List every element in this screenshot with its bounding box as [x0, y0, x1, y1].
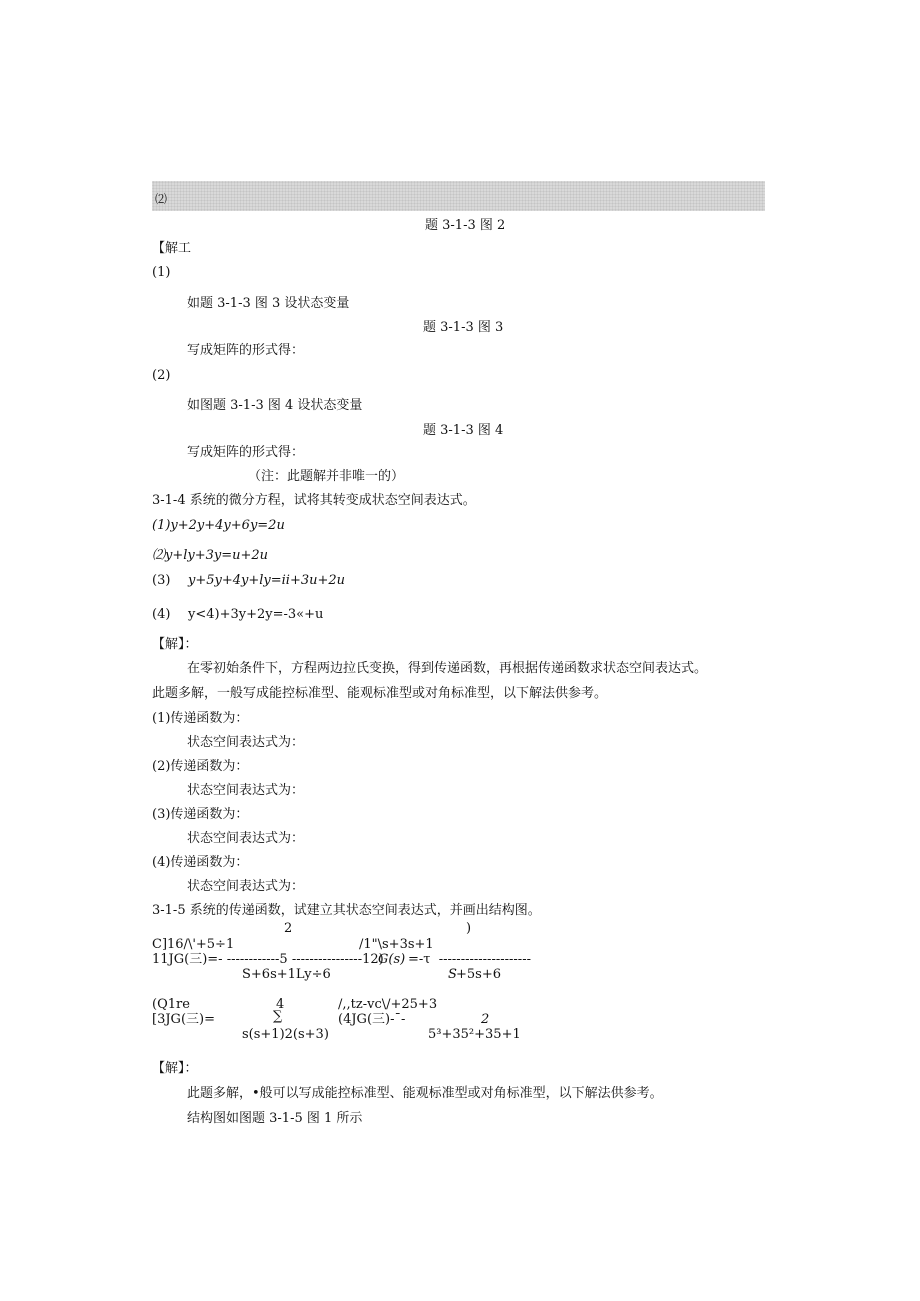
solution-heading: 【解工	[152, 241, 192, 256]
formula-fragment: /1"\s+3s+1	[359, 937, 434, 952]
equation: ⑵y+ly+3y=u+2u	[152, 548, 269, 563]
state-space-label: 状态空间表达式为：	[187, 783, 305, 798]
paragraph: 如图题 3-1-3 图 4 设状态变量	[187, 398, 363, 413]
paragraph: 此题多解，一般写成能控标准型、能观标准型或对角标准型，以下解法供参考。	[152, 686, 608, 701]
solution-heading: 【解】：	[152, 637, 198, 652]
equation: (1)y+2y+4y+6y=2u	[152, 518, 285, 533]
paragraph: 结构图如图题 3-1-5 图 1 所示	[187, 1111, 363, 1126]
formula-fragment: +5s+6	[456, 967, 501, 982]
formula-fragment: )	[466, 921, 472, 936]
figure-caption: 题 3-1-3 图 2	[425, 218, 506, 233]
formula-fragment: 2	[481, 1012, 490, 1027]
figure-caption: 题 3-1-3 图 4	[423, 423, 504, 438]
transfer-function-label: (2)传递函数为：	[152, 759, 249, 774]
note: （注：此题解并非唯一的）	[248, 469, 405, 484]
paragraph: 如题 3-1-3 图 3 设状态变量	[187, 296, 350, 311]
equation-number: (3)	[152, 573, 171, 588]
formula-fragment: (Q1re	[152, 997, 190, 1012]
formula-fragment: G(s)	[378, 952, 406, 967]
formula-fragment: (4JG(三)-¯-	[338, 1012, 406, 1027]
formula-fragment: 11JG(三)=- ------------5 ----------------12)	[152, 952, 384, 967]
formula-fragment: C]16/\'+5÷1	[152, 937, 235, 952]
paragraph: 在零初始条件下，方程两边拉氏变换，得到传递函数，再根据传递函数求状态空间表达式。	[187, 661, 708, 676]
figure-label: ⑵	[155, 192, 168, 206]
question-heading: 3-1-4 系统的微分方程，试将其转变成状态空间表达式。	[152, 493, 476, 508]
formula-fragment: s(s+1)2(s+3)	[242, 1027, 329, 1042]
state-space-label: 状态空间表达式为：	[187, 831, 305, 846]
transfer-function-label: (4)传递函数为：	[152, 855, 249, 870]
formula-fragment: =-τ ---------------------	[408, 952, 531, 967]
equation: y<4)+3y+2y=-3«+u	[188, 607, 324, 622]
transfer-function-label: (1)传递函数为：	[152, 711, 249, 726]
part-number: (1)	[152, 265, 171, 280]
formula-fragment: [3JG(三)=	[152, 1012, 215, 1027]
paragraph: 写成矩阵的形式得：	[187, 343, 305, 358]
formula-fragment: 4	[276, 997, 285, 1012]
formula-fragment: S+6s+1Ly÷6	[242, 967, 331, 982]
part-number: (2)	[152, 368, 171, 383]
state-space-label: 状态空间表达式为：	[187, 879, 305, 894]
transfer-function-label: (3)传递函数为：	[152, 807, 249, 822]
solution-heading: 【解】：	[152, 1061, 198, 1076]
formula-fragment: 5³+35²+35+1	[428, 1027, 521, 1042]
figure-placeholder	[152, 181, 765, 211]
equation: y+5y+4y+ly=ii+3u+2u	[188, 573, 346, 588]
equation-number: (4)	[152, 607, 171, 622]
paragraph: 此题多解，•般可以写成能控标准型、能观标准型或对角标准型，以下解法供参考。	[187, 1086, 663, 1101]
state-space-label: 状态空间表达式为：	[187, 735, 305, 750]
question-heading: 3-1-5 系统的传递函数，试建立其状态空间表达式，并画出结构图。	[152, 903, 541, 918]
figure-caption: 题 3-1-3 图 3	[423, 320, 504, 335]
paragraph: 写成矩阵的形式得：	[187, 445, 305, 460]
formula-fragment: 2	[284, 921, 293, 936]
formula-fragment: /,,tz-vc\/+25+3	[338, 997, 438, 1012]
formula-fragment: ∑	[273, 1009, 283, 1024]
formula-fragment: S	[448, 967, 457, 982]
